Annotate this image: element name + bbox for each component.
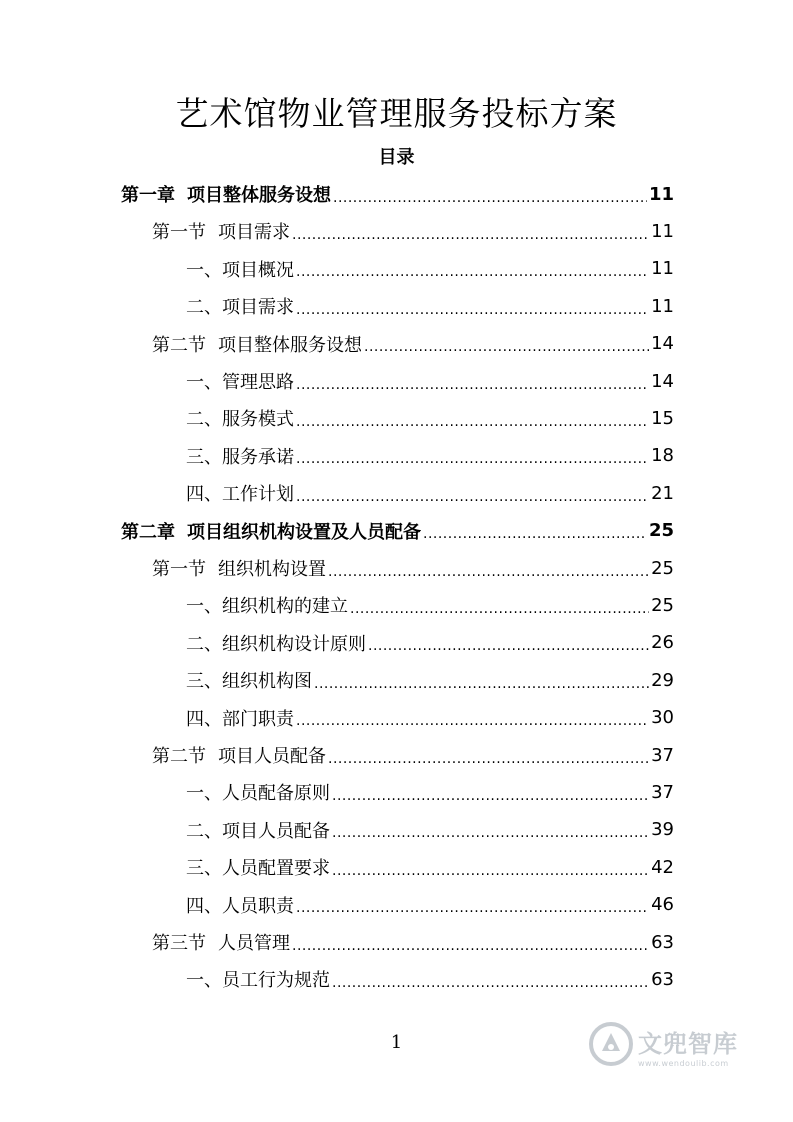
toc-dot-leader [296, 298, 649, 319]
toc-entry-text: 项目人员配备 [218, 746, 326, 767]
toc-entry[interactable] [152, 326, 674, 362]
toc-entry-prefix: 四、 [186, 708, 222, 730]
toc-entry-page: 21 [651, 482, 674, 504]
toc-entry[interactable] [186, 812, 674, 848]
toc-entry-label [152, 218, 290, 244]
toc-dot-leader [328, 560, 649, 581]
toc-entry-label [152, 742, 326, 768]
toc-entry-text: 服务承诺 [222, 446, 294, 468]
toc-entry-prefix: 四、 [186, 895, 222, 917]
toc-entry[interactable] [186, 774, 674, 810]
toc-entry-text: 项目整体服务设想 [218, 334, 362, 356]
toc-entry-prefix: 第三节 [152, 933, 206, 954]
toc-entry-prefix: 一、 [186, 259, 222, 281]
toc-entry-label [152, 555, 326, 581]
toc-entry-page: 42 [651, 856, 674, 878]
toc-dot-leader [296, 373, 649, 394]
toc-dot-leader [423, 522, 647, 543]
toc-entry-text: 员工行为规范 [222, 970, 330, 992]
toc-entry-text: 项目需求 [218, 222, 290, 244]
toc-entry-page: 25 [651, 594, 674, 616]
toc-entry[interactable] [186, 849, 674, 885]
toc-entry-text: 项目组织机构设置及人员配备 [187, 521, 421, 543]
toc-entry-page: 11 [648, 183, 674, 205]
toc-entry-prefix: 第二章 [121, 521, 175, 543]
toc-entry-page: 14 [651, 333, 674, 355]
toc-entry-prefix: 一、 [186, 783, 222, 805]
toc-entry-label [186, 443, 294, 469]
toc-dot-leader [314, 672, 649, 693]
toc-entry-label [152, 929, 290, 955]
toc-dot-leader [332, 821, 649, 842]
toc-entry-text: 组织机构设置 [218, 559, 326, 580]
toc-entry-page: 39 [651, 819, 674, 841]
toc-entry-text: 服务模式 [222, 409, 294, 431]
toc-entry-label [186, 966, 330, 992]
toc-entry-text: 项目人员配备 [222, 820, 330, 842]
toc-dot-leader [332, 971, 649, 992]
toc-entry[interactable] [121, 176, 674, 212]
toc-entry-page: 11 [651, 295, 674, 317]
toc-entry-prefix: 三、 [186, 446, 222, 468]
toc-entry-page: 46 [651, 894, 674, 916]
toc-dot-leader [296, 447, 649, 468]
toc-entry-prefix: 一、 [186, 372, 222, 393]
toc-entry-prefix: 二、 [186, 820, 222, 842]
toc-entry-prefix: 三、 [186, 858, 222, 880]
toc-heading: 目录 [378, 147, 415, 168]
toc-dot-leader [296, 896, 649, 917]
toc-entry-label [152, 331, 362, 357]
watermark-name: 文兜智库 [638, 1030, 738, 1058]
toc-entry-prefix: 第一节 [152, 559, 206, 580]
toc-entry[interactable] [186, 887, 674, 923]
toc-entry-text: 项目需求 [222, 297, 294, 319]
toc-dot-leader [350, 597, 649, 618]
toc-entry-text: 项目概况 [222, 259, 294, 281]
toc-entry[interactable] [186, 438, 674, 474]
toc-entry-text: 人员配置要求 [222, 858, 330, 880]
toc-entry-prefix: 第一节 [152, 222, 206, 244]
toc-dot-leader [364, 335, 649, 356]
toc-entry-page: 63 [651, 931, 674, 953]
toc-entry-page: 37 [651, 744, 674, 766]
toc-entry-text: 组织机构图 [222, 671, 312, 693]
toc-entry-label [186, 405, 294, 431]
toc-entry-text: 组织机构设计原则 [222, 633, 366, 655]
toc-entry[interactable] [186, 251, 674, 287]
toc-entry-prefix: 二、 [186, 297, 222, 319]
toc-entry[interactable] [152, 924, 674, 960]
toc-entry-text: 人员管理 [218, 933, 290, 954]
toc-dot-leader [296, 709, 649, 730]
document-title: 艺术馆物业管理服务投标方案 [175, 94, 618, 133]
toc-entry-text: 部门职责 [222, 708, 294, 730]
toc-entry[interactable] [186, 700, 674, 736]
toc-entry-page: 37 [651, 781, 674, 803]
toc-entry-prefix: 二、 [186, 409, 222, 431]
toc-entry[interactable] [186, 662, 674, 698]
toc-entry-label [121, 181, 331, 207]
toc-entry-label [186, 592, 348, 618]
toc-entry-page: 11 [651, 258, 674, 280]
toc-dot-leader [292, 223, 649, 244]
toc-dot-leader [292, 934, 649, 955]
toc-entry-page: 25 [648, 520, 674, 542]
toc-entry-label [186, 480, 294, 506]
toc-entry-page: 18 [651, 445, 674, 467]
toc-entry[interactable] [186, 475, 674, 511]
toc-entry[interactable] [186, 363, 674, 399]
wendou-logo-icon [588, 1021, 634, 1071]
toc-entry-prefix: 二、 [186, 633, 222, 655]
toc-entry-prefix: 三、 [186, 671, 222, 693]
toc-entry[interactable] [186, 288, 674, 324]
toc-entry-page: 29 [651, 669, 674, 691]
toc-entry-page: 26 [651, 632, 674, 654]
toc-entry-page: 11 [651, 220, 674, 242]
toc-entry[interactable] [186, 400, 674, 436]
toc-dot-leader [296, 410, 649, 431]
toc-entry[interactable] [121, 513, 674, 549]
toc-entry-label [186, 779, 330, 805]
toc-dot-leader [332, 859, 649, 880]
toc-entry-prefix: 一、 [186, 596, 222, 618]
toc-entry[interactable] [152, 550, 674, 586]
toc-dot-leader [368, 634, 649, 655]
toc-entry-prefix: 第一章 [121, 185, 175, 206]
toc-entry-page: 25 [651, 557, 674, 579]
toc-entry-text: 组织机构的建立 [222, 596, 348, 618]
toc-entry-text: 项目整体服务设想 [187, 185, 331, 206]
toc-entry-text: 工作计划 [222, 484, 294, 506]
toc-entry-prefix: 四、 [186, 484, 222, 506]
toc-entry-label [186, 854, 330, 880]
toc-entry-text: 管理思路 [222, 372, 294, 393]
toc-entry-page: 14 [651, 370, 674, 392]
toc-entry-prefix: 第二节 [152, 746, 206, 767]
toc-entry-label [186, 817, 330, 843]
toc-entry-label [121, 518, 421, 544]
toc-entry-prefix: 第二节 [152, 334, 206, 356]
toc-entry[interactable] [152, 213, 674, 249]
toc-entry[interactable] [186, 625, 674, 661]
toc-entry-label [186, 630, 366, 656]
toc-entry-prefix: 一、 [186, 970, 222, 992]
watermark [588, 1017, 738, 1075]
toc-entry-label [186, 892, 294, 918]
toc-entry-page: 30 [651, 707, 674, 729]
toc-entry[interactable] [186, 961, 674, 997]
toc-entry-label [186, 256, 294, 282]
toc-entry-label [186, 368, 294, 394]
toc-entry-page: 63 [651, 968, 674, 990]
toc-entry-page: 15 [651, 407, 674, 429]
toc-entry[interactable] [186, 587, 674, 623]
toc-dot-leader [296, 260, 649, 281]
toc-entry-text: 人员职责 [222, 895, 294, 917]
toc-entry[interactable] [152, 737, 674, 773]
toc-entry-label [186, 293, 294, 319]
toc-dot-leader [332, 784, 649, 805]
toc-dot-leader [328, 747, 649, 768]
toc-entry-text: 人员配备原则 [222, 783, 330, 805]
page-number: 1 [390, 1032, 403, 1053]
toc-dot-leader [296, 485, 649, 506]
toc-entry-label [186, 705, 294, 731]
watermark-url: www.wendoulib.com [638, 1059, 729, 1068]
toc-dot-leader [333, 186, 647, 207]
toc-entry-label [186, 667, 312, 693]
